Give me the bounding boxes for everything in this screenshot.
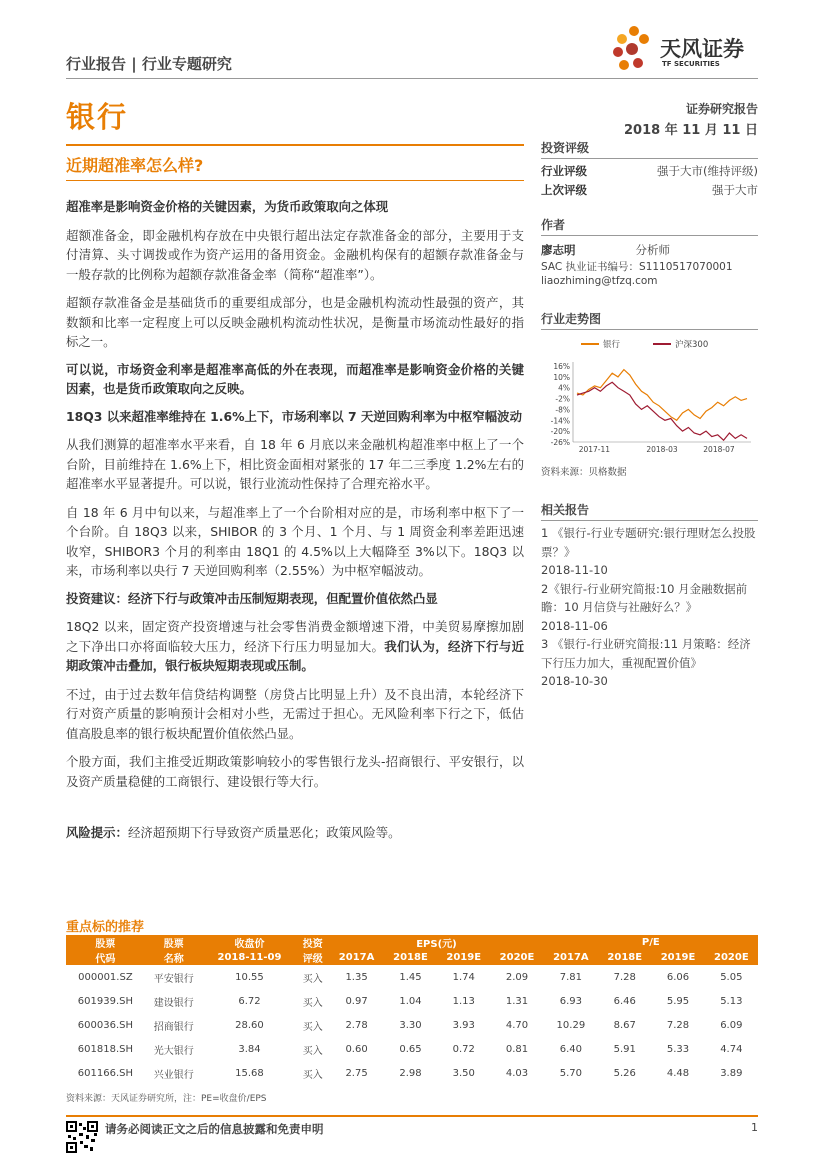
table-cell: 601818.SH: [77, 1043, 134, 1055]
y-tick-label: 10%: [553, 372, 570, 382]
table-source: 资料来源：天风证券研究所，注：PE=收盘价/EPS: [66, 1094, 267, 1104]
table-cell: 2.78: [345, 1019, 368, 1031]
y-tick-label: -20%: [550, 427, 570, 437]
table-cell: 6.06: [666, 971, 690, 983]
risk-warning: [66, 823, 524, 843]
section-heading-2: 18Q3 以来超准率维持在 1.6%上下，市场利率以 7 天逆回购利率为中枢窄幅波动: [66, 408, 522, 424]
table-cell: 8.67: [613, 1019, 636, 1031]
sidebar: [541, 139, 758, 691]
table-cell: 2.75: [345, 1067, 368, 1079]
table-cell: 7.28: [666, 1019, 690, 1031]
table-cell: 1.13: [452, 995, 475, 1007]
report-title: 近期超准率怎么样?: [66, 156, 204, 175]
table-cell: 5.13: [720, 995, 743, 1007]
paragraph-text: 18Q2 以来，固定资产投资增速与社会零售消费金额增速下滑，中美贸易摩擦加剧之下净出口亦将面临较大压力，经济下行压力明显加大。: [66, 619, 524, 654]
table-cell: 招商银行: [153, 1021, 194, 1033]
table-cell: 6.40: [559, 1043, 582, 1055]
y-tick-label: -26%: [550, 438, 570, 447]
table-subheader-cell: 2020E: [490, 950, 543, 965]
table-cell: 3.84: [238, 1043, 261, 1055]
chart-source: 资料来源：贝格数据: [541, 467, 627, 478]
trend-heading: 行业走势图: [541, 310, 758, 330]
table-header-cell: 股票: [66, 935, 145, 950]
title-rule-bottom: [66, 180, 524, 181]
related-report-date: 2018-11-10: [541, 563, 608, 577]
table-row: [66, 1061, 758, 1085]
industry-rating-value: 强于大市(维持评级): [657, 164, 758, 178]
report-date: 2018 年 11 月 11 日: [624, 123, 758, 138]
table-cell: 买入: [302, 973, 323, 985]
prev-rating-value: 强于大市: [712, 183, 758, 197]
table-subheader-cell: 2018E: [598, 950, 651, 965]
main-body: [66, 197, 524, 843]
paragraph-emphasis: 我们认为，经济下行与近期政策冲击叠加，银行板块短期表现或压制。: [66, 638, 525, 673]
risk-label: 风险提示：: [66, 825, 128, 840]
table-cell: 0.65: [399, 1043, 422, 1055]
table-cell: 光大银行: [153, 1045, 194, 1057]
table-subheader-cell: 评级: [296, 950, 329, 965]
prev-rating-label: 上次评级: [541, 183, 587, 197]
page-number: 1: [751, 1121, 758, 1134]
table-subheader-cell: 代码: [66, 950, 145, 965]
logo-cn-text: 天风证券: [660, 37, 744, 61]
table-subheader-cell: 2018-11-09: [203, 950, 297, 965]
table-cell: 7.28: [613, 971, 636, 983]
table-cell: 0.72: [452, 1043, 475, 1055]
table-cell: 600036.SH: [77, 1019, 134, 1031]
table-header-cell: P/E: [544, 935, 758, 950]
table-body: [66, 965, 758, 1085]
rating-heading: 投资评级: [541, 139, 758, 159]
y-tick-label: 4%: [558, 383, 570, 393]
logo-mark-icon: [612, 25, 662, 75]
table-cell: 3.30: [399, 1019, 422, 1031]
paragraph: 个股方面，我们主推受近期政策影响较小的零售银行龙头-招商银行、平安银行，以及资产质量稳健的工商银行、建设银行等大行。: [66, 754, 524, 789]
paragraph: [66, 617, 524, 676]
table-cell: 5.33: [666, 1043, 690, 1055]
risk-text: 经济超预期下行导致资产质量恶化；政策风险等。: [127, 825, 401, 840]
legend-label: 沪深300: [675, 340, 709, 350]
table-row: [66, 1037, 758, 1061]
y-tick-label: -8%: [555, 405, 570, 415]
series-line-hs300: [577, 382, 747, 440]
trend-chart: [541, 332, 758, 462]
table-subheader-cell: 名称: [145, 950, 203, 965]
industry-title: 银行: [66, 100, 129, 134]
table-header-row-2: [66, 950, 758, 965]
table-header-cell: 收盘价: [203, 935, 297, 950]
table-cell: 5.91: [613, 1043, 636, 1055]
related-report-title[interactable]: 3 《银行-行业研究简报:11 月策略：经济下行压力加大，重视配置价值》: [541, 637, 751, 670]
table-subheader-cell: 2017A: [544, 950, 599, 965]
table-cell: 15.68: [235, 1067, 264, 1079]
table-cell: 6.09: [720, 1019, 743, 1031]
legend-label: 银行: [603, 340, 621, 350]
paragraph: 自 18 年 6 月中旬以来，与超准率上了一个台阶相对应的是，市场利率中枢下了一个台阶。自 18Q3 以来，SHIBOR 的 3 个月、1 个月、与 1 周资金利率差距迅速收窄，SHIBOR3 个月的利率由 18Q1 的 4.5%以上大幅降至 3%以下。18Q3 以来，市场利率以央行 7 天逆回购利率（2.55%）为中枢窄幅波动。: [66, 504, 524, 578]
related-report-title[interactable]: 1 《银行-行业专题研究:银行理财怎么投股票？》: [541, 526, 756, 559]
table-cell: 6.72: [238, 995, 261, 1007]
footer-rule: [66, 1115, 758, 1117]
table-row: [66, 989, 758, 1013]
table-cell: 601939.SH: [77, 995, 134, 1007]
table-cell: 28.60: [235, 1019, 264, 1031]
paragraph: 超额存款准备金是基础货币的重要组成部分，也是金融机构流动性最强的资产，其数额和比率一定程度上可以反映金融机构流动性状况，是衡量市场流动性最好的指标之一。: [66, 295, 524, 349]
industry-rating-row: [541, 162, 758, 181]
table-cell: 1.74: [452, 971, 475, 983]
report-category: 行业报告 | 行业专题研究: [66, 55, 232, 73]
table-cell: 买入: [302, 1021, 323, 1033]
table-cell: 2.09: [505, 971, 529, 983]
table-cell: 买入: [302, 1069, 323, 1081]
series-line-bank: [577, 370, 747, 421]
table-cell: 1.45: [399, 971, 422, 983]
table-cell: 0.81: [505, 1043, 529, 1055]
author-row: [541, 241, 758, 260]
x-tick-label: 2017-11: [578, 445, 611, 454]
table-cell: 7.81: [559, 971, 582, 983]
table-title: 重点标的推荐: [66, 920, 145, 935]
key-statement: 可以说，市场资金利率是超准率高低的外在表现，而超准率是影响资金价格的关键因素，也是货币政策取向之反映。: [66, 361, 524, 396]
report-type: 证券研究报告: [685, 102, 758, 116]
y-tick-label: -14%: [550, 416, 570, 426]
related-report-title[interactable]: 2《银行-行业研究简报:10 月金融数据前瞻：10 月信贷与社融好么？》: [541, 581, 748, 614]
author-cert: SAC 执业证书编号：S1110517070001: [541, 261, 733, 273]
table-cell: 买入: [302, 997, 323, 1009]
y-tick-label: 16%: [553, 362, 570, 371]
table-cell: 6.46: [613, 995, 636, 1007]
author-role: 分析师: [635, 243, 670, 257]
table-row: [66, 1013, 758, 1037]
related-report-list: [541, 524, 758, 691]
prev-rating-row: [541, 181, 758, 200]
x-tick-label: 2018-07: [703, 445, 735, 454]
table-cell: 4.70: [505, 1019, 529, 1031]
table-cell: 1.31: [505, 995, 529, 1007]
author-heading: 作者: [541, 216, 758, 236]
table-cell: 4.74: [720, 1043, 743, 1055]
table-cell: 10.55: [235, 971, 264, 983]
table-row: [66, 965, 758, 989]
paragraph: 从我们测算的超准率水平来看，自 18 年 6 月底以来金融机构超准率中枢上了一个台阶，目前维持在 1.6%上下，相比资金面相对紧张的 17 年二三季度 1.2%左右的超准率水平显著提升。可以说，银行业流动性保持了合理充裕水平。: [66, 437, 524, 491]
table-cell: 平安银行: [153, 973, 194, 985]
table-cell: 0.97: [345, 995, 368, 1007]
table-cell: 3.50: [452, 1067, 475, 1079]
table-cell: 4.03: [505, 1067, 529, 1079]
table-header-cell: 投资: [296, 935, 329, 950]
author-name: 廖志明: [541, 243, 576, 257]
table-header-row-1: [66, 935, 758, 950]
related-heading: 相关报告: [541, 501, 758, 521]
table-subheader-cell: 2020E: [705, 950, 758, 965]
table-cell: 4.48: [666, 1067, 690, 1079]
table-cell: 5.26: [613, 1067, 636, 1079]
table-subheader-cell: 2018E: [384, 950, 437, 965]
table-cell: 6.93: [559, 995, 582, 1007]
table-subheader-cell: 2019E: [437, 950, 490, 965]
table-cell: 2.98: [399, 1067, 422, 1079]
table-cell: 买入: [302, 1045, 323, 1057]
table-header-cell: EPS(元): [329, 935, 543, 950]
related-report-date: 2018-11-06: [541, 618, 608, 633]
title-rule-top: [66, 144, 524, 146]
qr-code-icon: [66, 1121, 98, 1153]
table-cell: 0.60: [345, 1043, 368, 1055]
table-subheader-cell: 2017A: [329, 950, 384, 965]
industry-rating-label: 行业评级: [541, 164, 587, 178]
table-cell: 5.70: [559, 1067, 582, 1079]
table-cell: 5.05: [720, 971, 743, 983]
table-subheader-cell: 2019E: [651, 950, 704, 965]
table-cell: 3.89: [720, 1067, 743, 1079]
table-cell: 1.35: [345, 971, 368, 983]
table-cell: 1.04: [399, 995, 422, 1007]
x-tick-label: 2018-03: [646, 445, 678, 454]
table-cell: 000001.SZ: [78, 971, 133, 983]
table-cell: 3.93: [452, 1019, 475, 1031]
paragraph: 超额准备金，即金融机构存放在中央银行超出法定存款准备金的部分，主要用于支付清算、头寸调拨或作为资产运用的备用资金。金融机构保有的超额存款准备金与一般存款的比例称为超额存款准备金率（简称“超准率”）。: [66, 227, 524, 282]
qr-code: [66, 1121, 98, 1157]
logo-en-text: TF SECURITIES: [662, 60, 720, 68]
recommendation-table: [66, 935, 758, 1085]
header-divider: [66, 78, 758, 79]
footer-disclaimer: 请务必阅读正文之后的信息披露和免责申明: [105, 1122, 324, 1136]
table-cell: 601166.SH: [77, 1067, 134, 1079]
section-heading-3: 投资建议：经济下行与政策冲击压制短期表现，但配置价值依然凸显: [66, 590, 438, 606]
related-report-date: 2018-10-30: [541, 674, 608, 688]
table-cell: 建设银行: [153, 997, 194, 1009]
company-logo: [612, 25, 662, 79]
table-cell: 兴业银行: [153, 1069, 194, 1081]
paragraph: 不过，由于过去数年信贷结构调整（房贷占比明显上升）及不良出清，本轮经济下行对资产质量的影响预计会相对小些，无需过于担心。无风险利率下行之下，低估值高股息率的银行板块配置价值依然凸显。: [66, 686, 524, 741]
table-cell: 10.29: [556, 1019, 586, 1031]
table-cell: 5.95: [666, 995, 690, 1007]
author-email[interactable]: liaozhiming@tfzq.com: [541, 275, 658, 287]
y-tick-label: -2%: [555, 394, 570, 404]
section-heading-1: 超准率是影响资金价格的关键因素，为货币政策取向之体现: [66, 199, 389, 214]
table-header-cell: 股票: [145, 935, 203, 950]
